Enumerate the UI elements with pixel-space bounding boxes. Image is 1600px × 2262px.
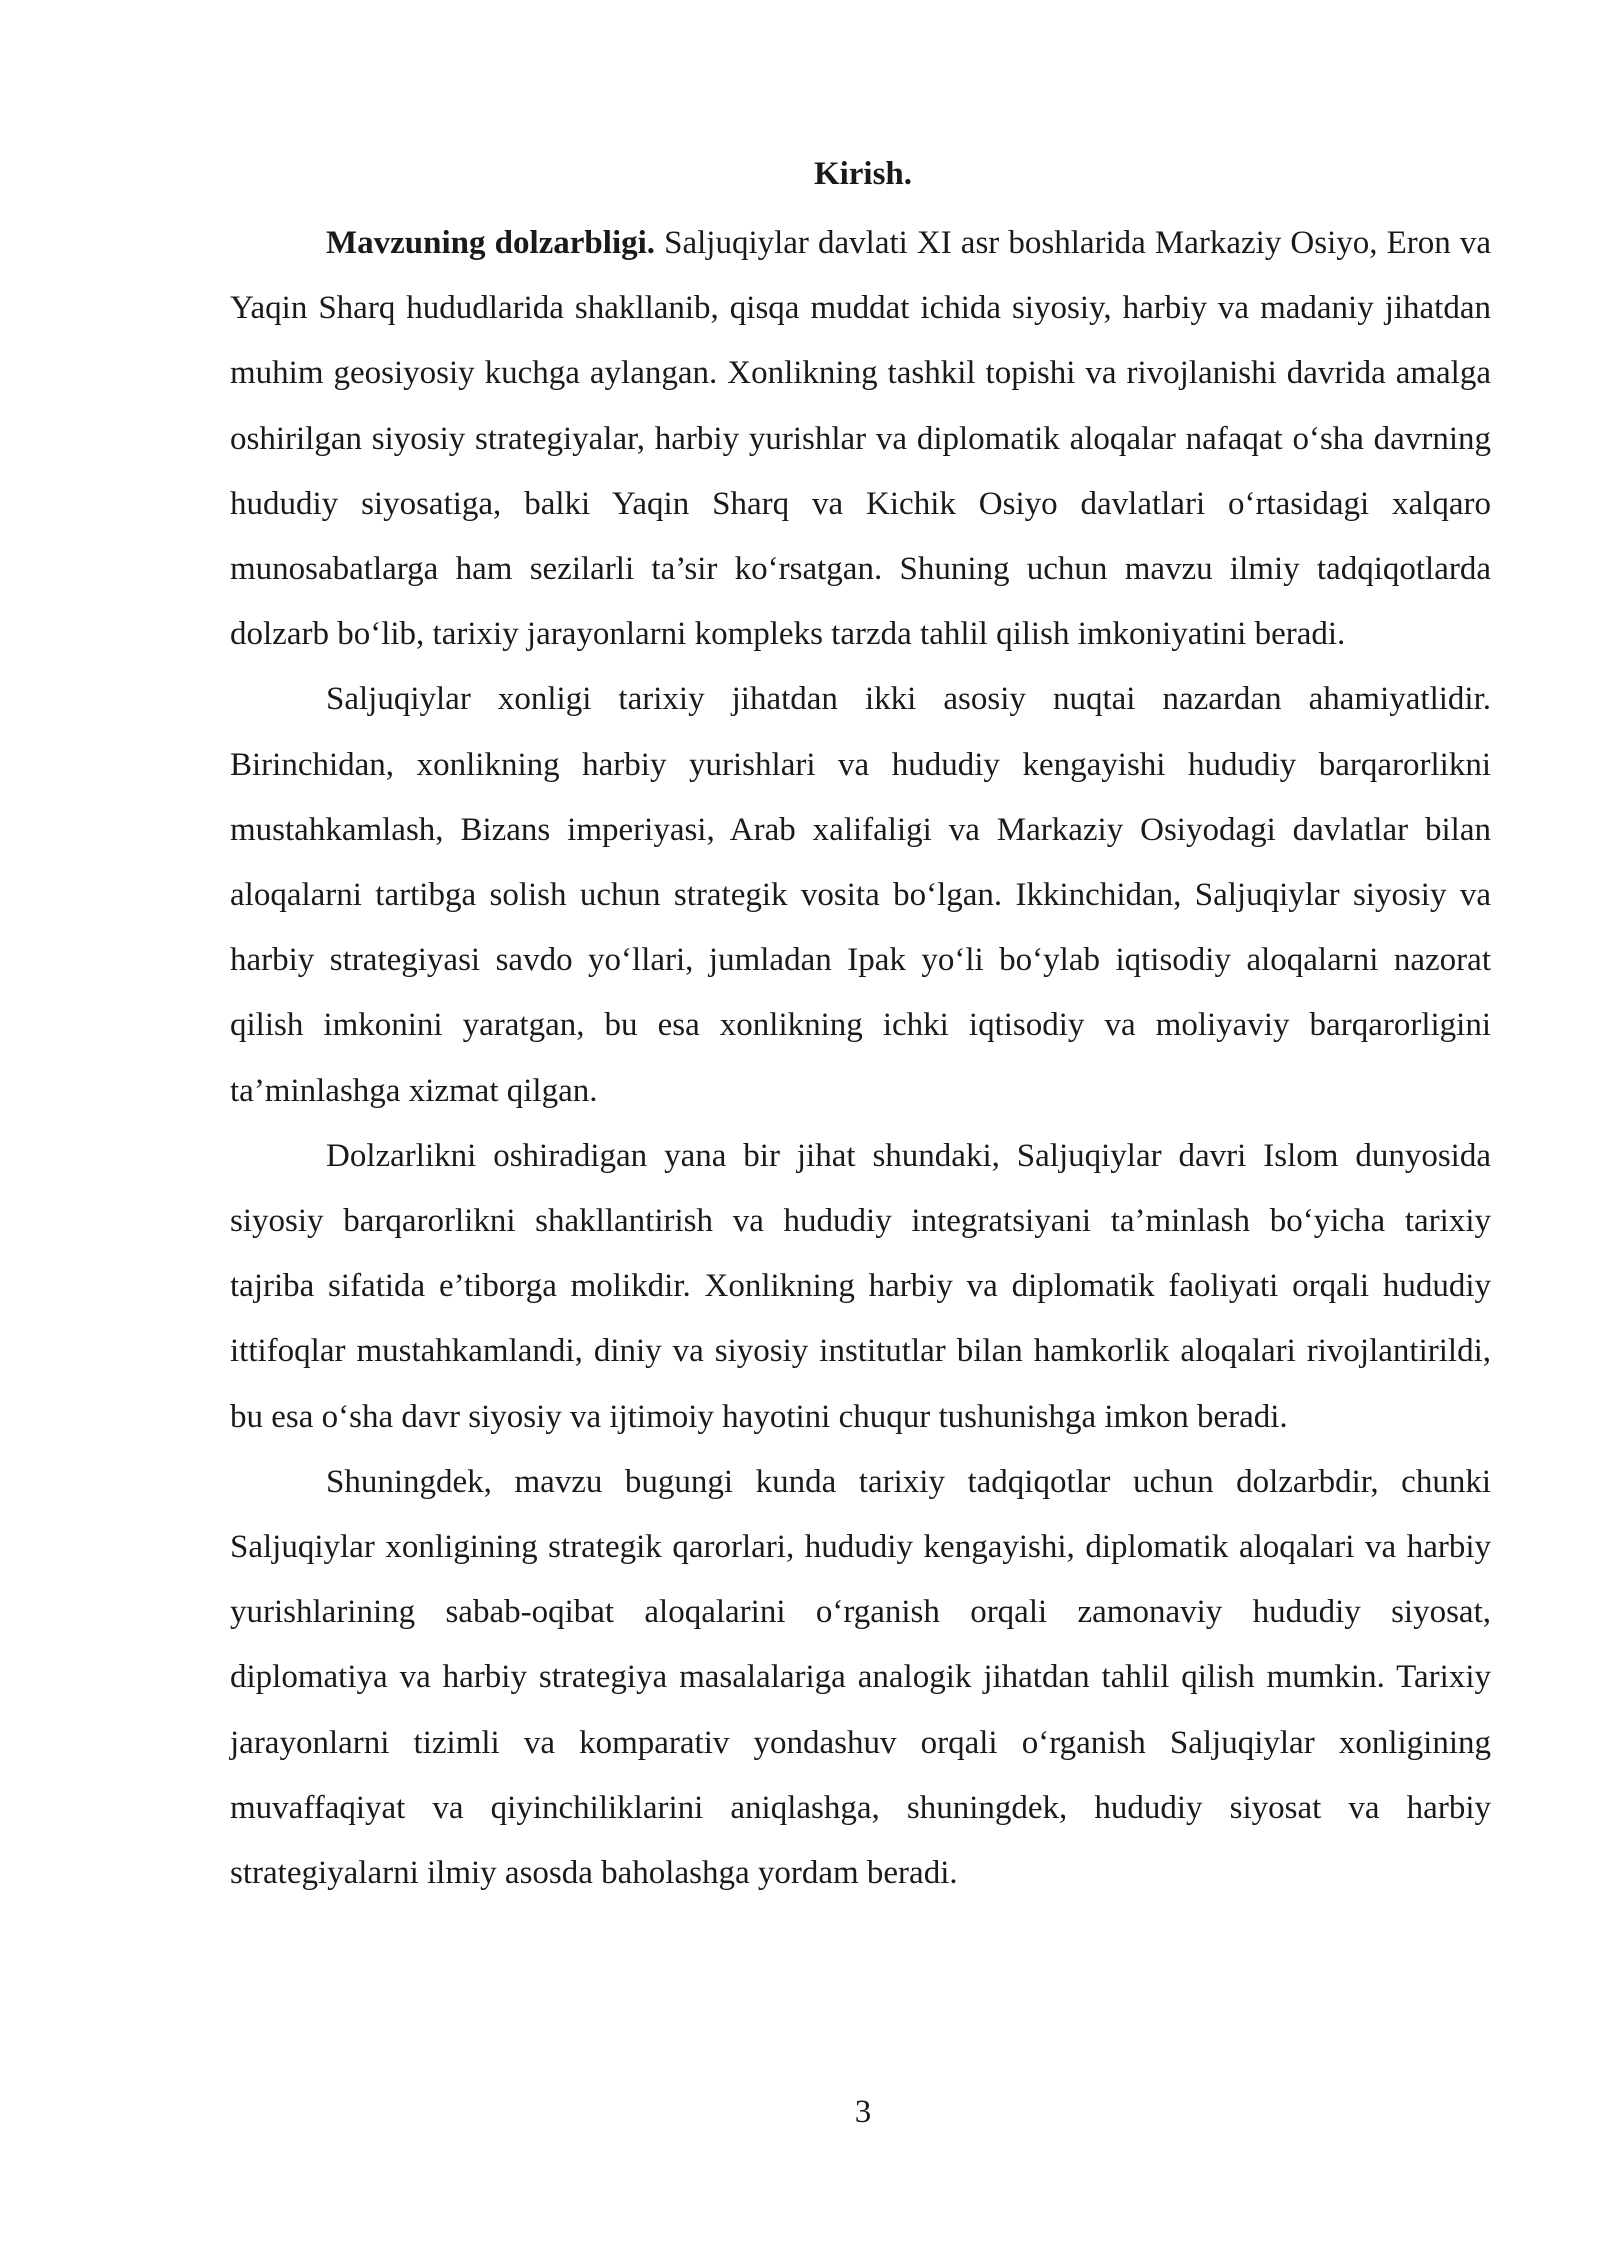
page-title: Kirish. [813, 156, 913, 192]
paragraph-text: Saljuqiylar xonligi tarixiy jihatdan ikki asosiy nuqtai nazardan ahamiyatlidir. Birinchidan, xonlikning harbiy yurishlari va hududiy kengayishi hududiy barqarorlikni mustahkamlash, Bizans imperiyasi, Arab xalifaligi va Markaziy Osiyodagi davlatlar bilan aloqalarni tartibga solish uchun strategik vosita bo‘lgan. Ikkinchidan, Saljuqiylar siyosiy va harbiy strategiyasi savdo yo‘llari, jumladan Ipak yo‘li bo‘ylab iqtisodiy aloqalarni nazorat qilish imkonini yaratgan, bu esa xonlikning ichki iqtisodiy va moliyaviy barqarorligini ta’minlashga xizmat qilgan. [230, 681, 1491, 1109]
paragraph-text: Shuningdek, mavzu bugungi kunda tarixiy tadqiqotlar uchun dolzarbdir, chunki Saljuqiylar xonligining strategik qarorlari, hududiy kengayishi, diplomatik aloqalari va harbiy yurishlarining sabab-oqibat aloqalarini o‘rganish orqali zamonaviy hududiy siyosat, diplomatiya va harbiy strategiya masalalariga analogik jihatdan tahlil qilish mumkin. Tarixiy jarayonlarni tizimli va komparativ yondashuv orqali o‘rganish Saljuqiylar xonligining muvaffaqiyat va qiyinchiliklarini aniqlashga, shuningdek, hududiy siyosat va harbiy strategiyalarni ilmiy asosda baholashga yordam beradi. [230, 1463, 1491, 1892]
paragraph-lead: Mavzuning dolzarbligi. [326, 225, 656, 261]
paragraph-modern-relevance [230, 1450, 1491, 1906]
paragraph-experience [230, 1124, 1491, 1450]
paragraph-significance [230, 667, 1491, 1123]
page-number: 3 [854, 2094, 872, 2130]
body-text [230, 211, 1491, 1906]
paragraph-text: Dolzarlikni oshiradigan yana bir jihat shundaki, Saljuqiylar davri Islom dunyosida siyosiy barqarorlikni shakllantirish va hududiy integratsiyani ta’minlash bo‘yicha tarixiy tajriba sifatida e’tiborga molikdir. Xonlikning harbiy va diplomatik faoliyati orqali hududiy ittifoqlar mustahkamlandi, diniy va siyosiy institutlar bilan hamkorlik aloqalari rivojlantirildi, bu esa o‘sha davr siyosiy va ijtimoiy hayotini chuqur tushunishga imkon beradi. [230, 1137, 1491, 1435]
paragraph-relevance [230, 211, 1491, 667]
paragraph-text: Saljuqiylar davlati XI asr boshlarida Markaziy Osiyo, Eron va Yaqin Sharq hududlarida shakllanib, qisqa muddat ichida siyosiy, harbiy va madaniy jihatdan muhim geosiyosiy kuchga aylangan. Xonlikning tashkil topishi va rivojlanishi davrida amalga oshirilgan siyosiy strategiyalar, harbiy yurishlar va diplomatik aloqalar nafaqat o‘sha davrning hududiy siyosatiga, balki Yaqin Sharq va Kichik Osiyo davlatlari o‘rtasidagi xalqaro munosabatlarga ham sezilarli ta’sir ko‘rsatgan. Shuning uchun mavzu ilmiy tadqiqotlarda dolzarb bo‘lib, tarixiy jarayonlarni kompleks tarzda tahlil qilish imkoniyatini beradi. [230, 225, 1491, 653]
